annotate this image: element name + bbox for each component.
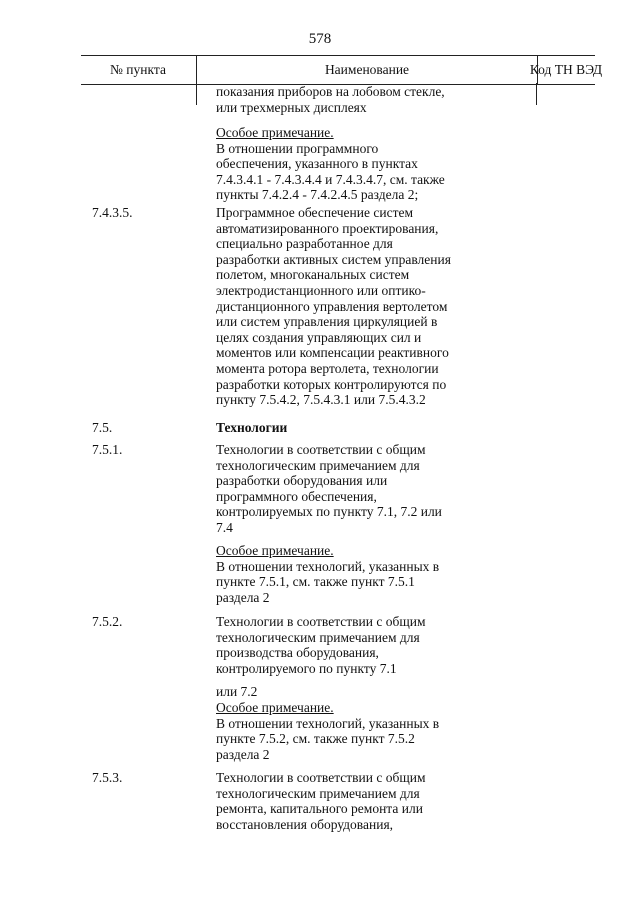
- text-line: программного обеспечения,: [216, 488, 377, 504]
- header-number-column: № пункта: [110, 62, 166, 77]
- page-number: 578: [308, 31, 332, 47]
- text-line: производства оборудования,: [216, 645, 379, 661]
- text-line: пункте 7.5.1, см. также пункт 7.5.1: [216, 574, 415, 590]
- text-line: В отношении технологий, указанных в: [216, 558, 440, 574]
- continuation-text: [216, 84, 471, 115]
- text-line: электродистанционного или оптико-: [216, 282, 426, 298]
- item-number-7-5-1: 7.5.1.: [92, 442, 123, 457]
- item-text-7-5-2-tail: [216, 684, 471, 700]
- item-number-7-5: 7.5.: [92, 420, 113, 435]
- item-text-7-5-1: [216, 442, 471, 536]
- text-line: технологическим примечанием для: [216, 785, 420, 801]
- item-text-7-4-3-5: [216, 205, 471, 408]
- text-line: пункту 7.5.4.2, 7.5.4.3.1 или 7.5.4.3.2: [216, 392, 426, 408]
- text-line: контролируемого по пункту 7.1: [216, 660, 397, 676]
- text-line: В отношении программного: [216, 140, 379, 156]
- text-line: момента ротора вертолета, технологии: [216, 360, 439, 376]
- text-line: дистанционного управления вертолетом: [216, 298, 448, 314]
- text-line: В отношении технологий, указанных в: [216, 715, 440, 731]
- special-note-title: Особое примечание.: [216, 700, 334, 715]
- text-line: показания приборов на лобовом стекле,: [216, 84, 445, 99]
- special-note-1: [216, 125, 471, 203]
- item-text-7-5-3: [216, 770, 471, 832]
- special-note-title: Особое примечание.: [216, 125, 334, 140]
- column-divider-left: [196, 83, 197, 105]
- section-title-technologies: Технологии: [216, 420, 288, 435]
- text-line: обеспечения, указанного в пунктах: [216, 156, 418, 172]
- text-line: технологическим примечанием для: [216, 629, 420, 645]
- text-line: раздела 2: [216, 746, 270, 762]
- header-code-label: Код ТН ВЭД: [529, 62, 603, 77]
- text-line: Технологии в соответствии с общим: [216, 770, 426, 785]
- item-number-7-5-3: 7.5.3.: [92, 770, 123, 785]
- text-line: разработки активных систем управления: [216, 251, 451, 267]
- text-line: или 7.2: [216, 684, 258, 699]
- special-note-title: Особое примечание.: [216, 543, 334, 558]
- text-line: специально разработанное для: [216, 236, 393, 252]
- text-line: разработки которых контролируются по: [216, 376, 447, 392]
- text-line: пункте 7.5.2, см. также пункт 7.5.2: [216, 731, 415, 747]
- text-line: восстановления оборудования,: [216, 816, 394, 832]
- text-line: раздела 2: [216, 589, 270, 605]
- item-text-7-5-2: [216, 614, 471, 676]
- text-line: целях создания управляющих сил и: [216, 329, 422, 345]
- header-name-column: Наименование: [196, 56, 538, 84]
- column-divider-right: [536, 83, 537, 105]
- text-line: Технологии в соответствии с общим: [216, 614, 426, 629]
- text-line: 7.4: [216, 519, 233, 535]
- text-line: или систем управления циркуляцией в: [216, 314, 438, 330]
- text-line: ремонта, капитального ремонта или: [216, 801, 423, 817]
- header-code-column: [529, 56, 603, 84]
- text-line: пункты 7.4.2.4 - 7.4.2.4.5 раздела 2;: [216, 187, 419, 203]
- text-line: или трехмерных дисплеях: [216, 99, 367, 115]
- text-line: разработки оборудования или: [216, 473, 388, 489]
- text-line: моментов или компенсации реактивного: [216, 345, 449, 361]
- item-number-7-5-2: 7.5.2.: [92, 614, 123, 629]
- text-line: технологическим примечанием для: [216, 457, 420, 473]
- special-note-3: [216, 700, 471, 762]
- text-line: автоматизированного проектирования,: [216, 220, 439, 236]
- text-line: Технологии в соответствии с общим: [216, 442, 426, 457]
- text-line: 7.4.3.4.1 - 7.4.3.4.4 и 7.4.3.4.7, см. также: [216, 171, 445, 187]
- item-number-7-4-3-5: 7.4.3.5.: [92, 205, 133, 220]
- text-line: контролируемых по пункту 7.1, 7.2 или: [216, 504, 442, 520]
- table-header: [81, 55, 603, 85]
- text-line: полетом, многоканальных систем: [216, 267, 410, 283]
- text-line: Программное обеспечение систем: [216, 205, 414, 220]
- special-note-2: [216, 543, 471, 605]
